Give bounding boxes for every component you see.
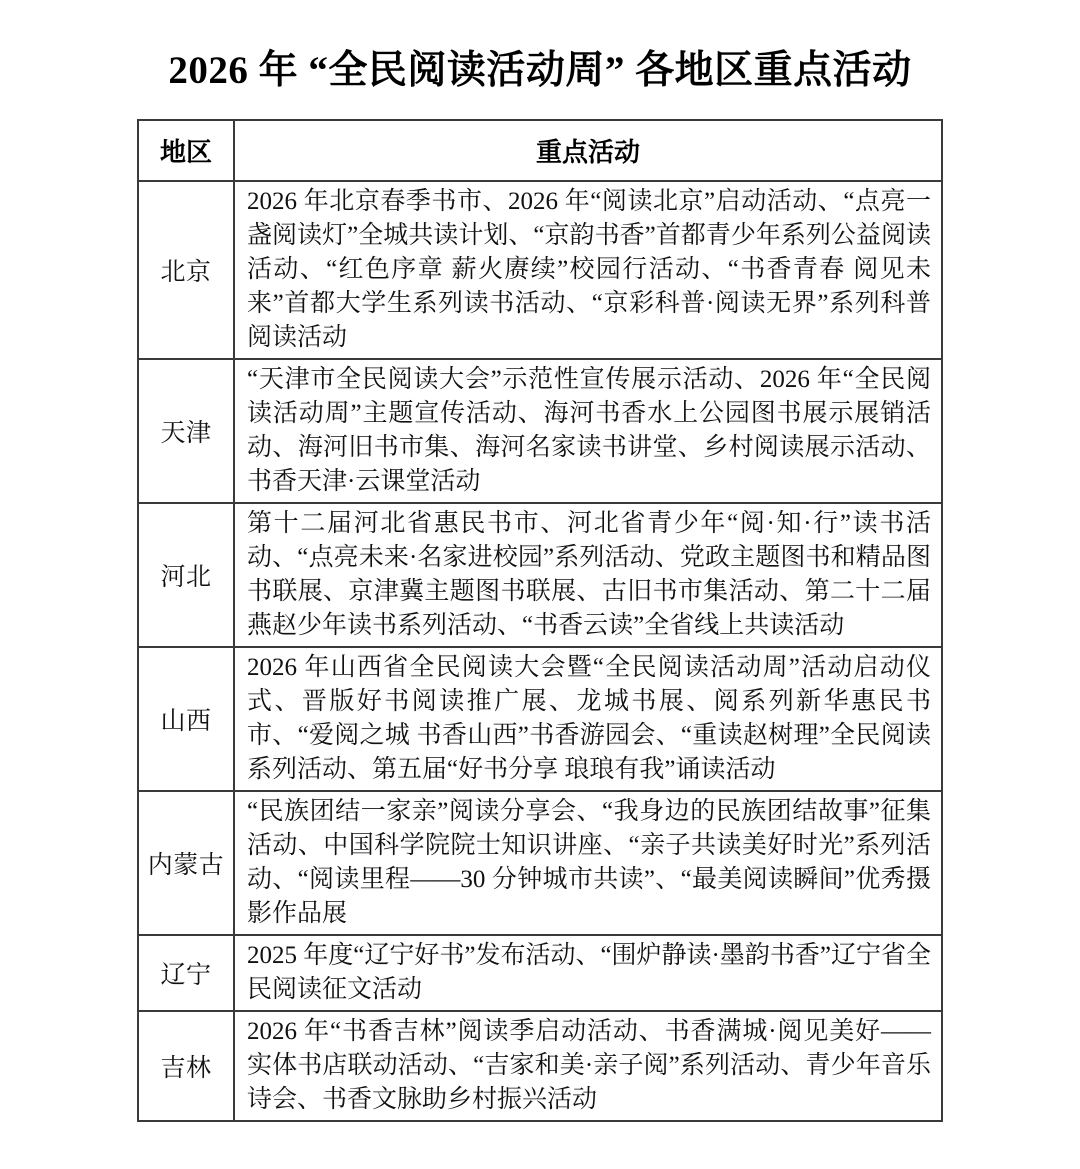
activities-cell-neimenggu: “民族团结一家亲”阅读分享会、“我身边的民族团结故事”征集活动、中国科学院院士知识讲座、“亲子共读美好时光”系列活动、“阅读里程——30 分钟城市共读”、“最美阅读瞬间”优秀摄影作品展 [234,791,942,935]
activities-cell-beijing: 2026 年北京春季书市、2026 年“阅读北京”启动活动、“点亮一盏阅读灯”全城共读计划、“京韵书香”首都青少年系列公益阅读活动、“红色序章 薪火赓续”校园行活动、“书香青春 阅见未来”首都大学生系列读书活动、“京彩科普·阅读无界”系列科普阅读活动 [234,181,942,359]
table-row [138,935,942,1011]
column-header-region: 地区 [138,120,234,181]
column-header-activities: 重点活动 [234,120,942,181]
activities-cell-shanxi: 2026 年山西省全民阅读大会暨“全民阅读活动周”活动启动仪式、晋版好书阅读推广展、龙城书展、阅系列新华惠民书市、“爱阅之城 书香山西”书香游园会、“重读赵树理”全民阅读系列活动、第五届“好书分享 琅琅有我”诵读活动 [234,647,942,791]
activities-cell-hebei: 第十二届河北省惠民书市、河北省青少年“阅·知·行”读书活动、“点亮未来·名家进校园”系列活动、党政主题图书和精品图书联展、京津冀主题图书联展、古旧书市集活动、第二十二届燕赵少年读书系列活动、“书香云读”全省线上共读活动 [234,503,942,647]
activities-cell-tianjin: “天津市全民阅读大会”示范性宣传展示活动、2026 年“全民阅读活动周”主题宣传活动、海河书香水上公园图书展示展销活动、海河旧书市集、海河名家读书讲堂、乡村阅读展示活动、书香天津·云课堂活动 [234,359,942,503]
page-title: 2026 年 “全民阅读活动周” 各地区重点活动 [168,49,912,92]
region-cell-liaoning: 辽宁 [138,935,234,1011]
table-header-row [138,120,942,181]
region-cell-hebei: 河北 [138,503,234,647]
table-row [138,359,942,503]
table-row [138,181,942,359]
activities-cell-jilin: 2026 年“书香吉林”阅读季启动活动、书香满城·阅见美好——实体书店联动活动、“吉家和美·亲子阅”系列活动、青少年音乐诗会、书香文脉助乡村振兴活动 [234,1011,942,1121]
activities-table [137,119,943,1122]
region-cell-neimenggu: 内蒙古 [138,791,234,935]
region-cell-jilin: 吉林 [138,1011,234,1121]
region-cell-tianjin: 天津 [138,359,234,503]
region-cell-beijing: 北京 [138,181,234,359]
table-row [138,1011,942,1121]
region-cell-shanxi: 山西 [138,647,234,791]
table-row [138,647,942,791]
table-row [138,503,942,647]
activities-cell-liaoning: 2025 年度“辽宁好书”发布活动、“围炉静读·墨韵书香”辽宁省全民阅读征文活动 [234,935,942,1011]
table-row [138,791,942,935]
